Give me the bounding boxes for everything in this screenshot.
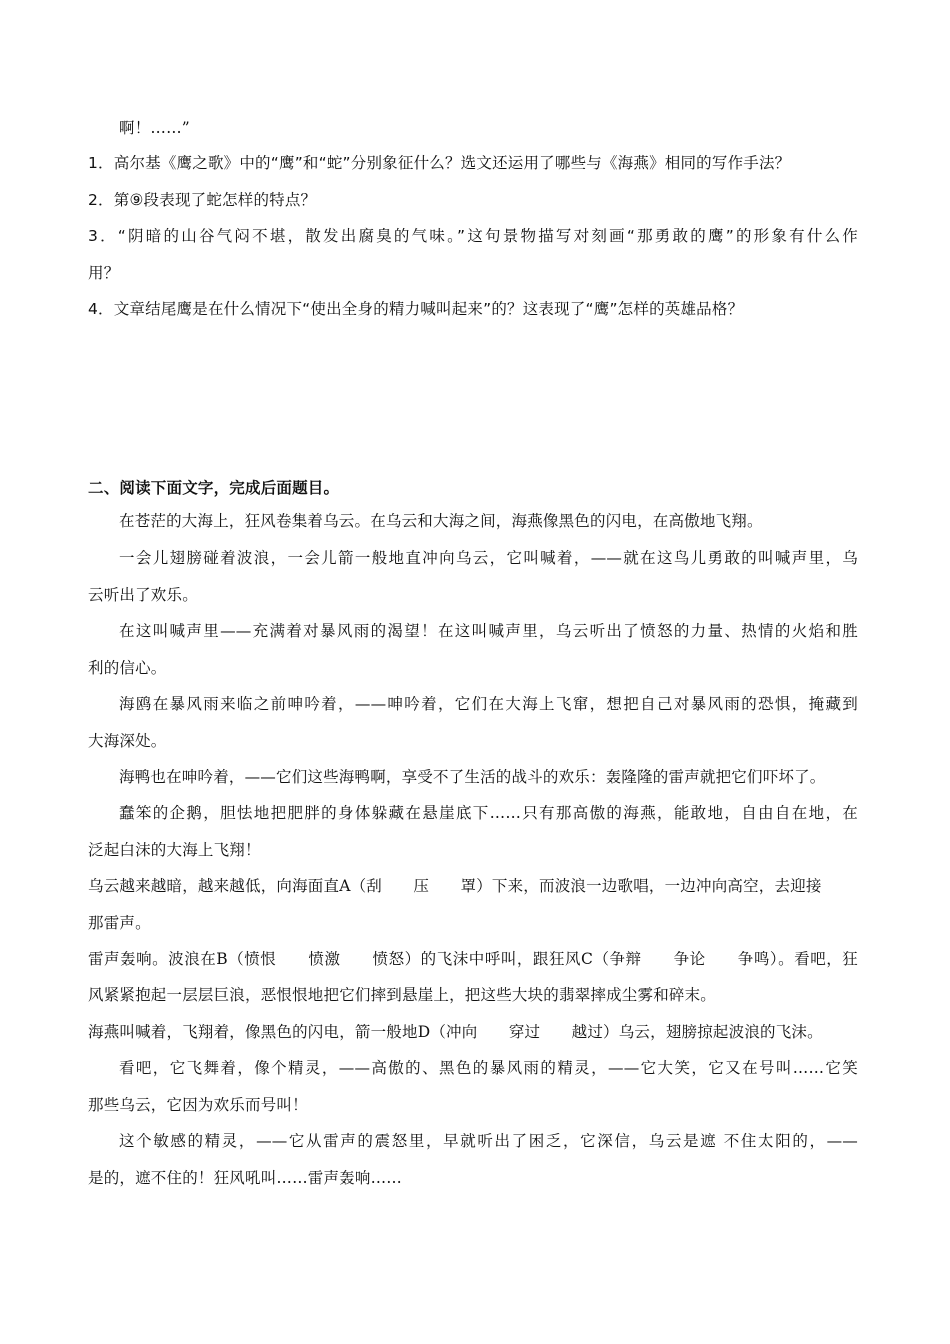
passage-line: 蠢笨的企鹅，胆怯地把肥胖的身体躲藏在悬崖底下……只有那高傲的海燕，能敢地，自由自在地，在 xyxy=(119,804,858,822)
passage-line: 风紧紧抱起一层层巨浪，恶恨恨地把它们摔到悬崖上，把这些大块的翡翠摔成尘雾和碎末。 xyxy=(88,986,717,1004)
passage-line: 云听出了欢乐。 xyxy=(88,586,198,604)
passage-line: 一会儿翅膀碰着波浪，一会儿箭一般地直冲向乌云，它叫喊着，——就在这鸟儿勇敢的叫喊声里，乌 xyxy=(119,549,858,567)
question-3: 3．“阴暗的山谷气闷不堪，散发出腐臭的气味。”这句景物描写对刻画“那勇敢的鹰”的形象有什么作 xyxy=(88,227,858,245)
question-1: 1．高尔基《鹰之歌》中的“鹰”和“蛇”分别象征什么？选文还运用了哪些与《海燕》相同的写作手法？ xyxy=(88,154,791,172)
passage-line: 利的信心。 xyxy=(88,659,167,677)
passage-line: 在这叫喊声里——充满着对暴风雨的渴望！在这叫喊声里，乌云听出了愤怒的力量、热情的火焰和胜 xyxy=(119,622,858,640)
passage-line: 看吧，它飞舞着，像个精灵，——高傲的、黑色的暴风雨的精灵，——它大笑，它又在号叫……它笑 xyxy=(119,1059,858,1077)
question-3-cont: 用？ xyxy=(88,264,120,282)
passage-line: 泛起白沫的大海上飞翔！ xyxy=(88,841,261,859)
passage-line: 在苍茫的大海上，狂风卷集着乌云。在乌云和大海之间，海燕像黑色的闪电，在高傲地飞翔。 xyxy=(119,512,763,530)
passage-line: 大海深处。 xyxy=(88,732,167,750)
passage-line: 海鸭也在呻吟着，——它们这些海鸭啊，享受不了生活的战斗的欢乐：轰隆隆的雷声就把它们吓坏了。 xyxy=(119,768,826,786)
tail-line: 啊！……” xyxy=(119,119,190,137)
section-heading: 二、阅读下面文字，完成后面题目。 xyxy=(88,479,340,497)
question-4: 4．文章结尾鹰是在什么情况下“使出全身的精力喊叫起来”的？这表现了“鹰”怎样的英雄品格？ xyxy=(88,300,744,318)
question-2: 2．第⑨段表现了蛇怎样的特点？ xyxy=(88,191,317,209)
passage-line: 海燕叫喊着，飞翔着，像黑色的闪电，箭一般地D（冲向 穿过 越过）乌云，翅膀掠起波浪的飞沫。 xyxy=(88,1023,823,1041)
passage-line: 这个敏感的精灵，——它从雷声的震怒里，早就听出了困乏，它深信，乌云是遮 不住太阳的，—— xyxy=(119,1132,858,1150)
passage-line: 是的，遮不住的！狂风吼叫……雷声轰响…… xyxy=(88,1169,403,1187)
passage-line: 那些乌云，它因为欢乐而号叫！ xyxy=(88,1096,308,1114)
passage-line: 那雷声。 xyxy=(88,914,151,932)
passage-line: 海鸥在暴风雨来临之前呻吟着，——呻吟着，它们在大海上飞窜，想把自己对暴风雨的恐惧，掩藏到 xyxy=(119,695,858,713)
passage-line: 乌云越来越暗，越来越低，向海面直A（刮 压 罩）下来，而波浪一边歌唱，一边冲向高空，去迎接 xyxy=(88,877,822,895)
passage-line: 雷声轰响。波浪在B（愤恨 愤激 愤怒）的飞沫中呼叫，跟狂风C（争辩 争论 争鸣）。看吧，狂 xyxy=(88,950,858,968)
